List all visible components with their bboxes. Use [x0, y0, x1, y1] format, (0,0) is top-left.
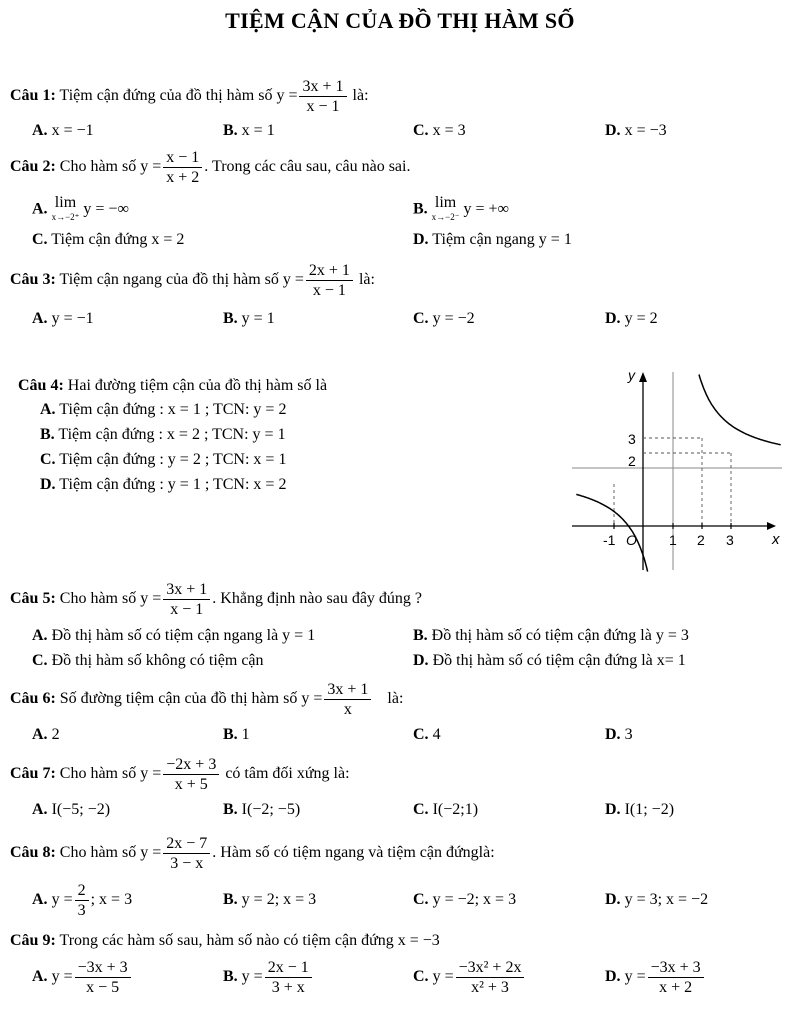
option-c[interactable]: C. y = $\frac{\text{−3x² + 2x}}{\text{x² + 3}}$	[413, 958, 526, 997]
question-4	[18, 377, 327, 395]
question-text: Tiệm cận đứng của đồ thị hàm số	[59, 87, 273, 105]
option-a[interactable]: A. 2	[32, 726, 60, 743]
question-text: Số đường tiệm cận của đồ thị hàm số	[59, 690, 298, 708]
question-6	[10, 680, 403, 719]
option-a[interactable]: A. lim x→−2⁺ y = −∞	[32, 194, 129, 222]
question-1	[10, 77, 369, 116]
question-label: Câu 5:	[10, 590, 56, 608]
fraction: $\frac{3x + 1}{x}$	[324, 680, 371, 719]
question-label: Câu 4:	[18, 377, 64, 394]
question-tail: là:	[352, 87, 369, 105]
question-text: Trong các hàm số sau, hàm số nào có tiệm cận đứng x = −3	[59, 932, 440, 949]
option-c[interactable]: C. 4	[413, 726, 441, 743]
question-8	[10, 834, 495, 873]
option-c[interactable]: C. I(−2;1)	[413, 801, 479, 818]
option-b[interactable]: B. y = 2; x = 3	[223, 891, 317, 908]
option-b[interactable]: B. Đồ thị hàm số có tiệm cận đứng là y = 3	[413, 627, 689, 644]
option-b[interactable]: B. y = 1	[223, 310, 275, 327]
option-a[interactable]: A. y = $\frac{-3x + 3}{x - 5}$	[32, 958, 133, 997]
tick-label: 3	[628, 431, 636, 447]
option-d[interactable]: D. I(1; −2)	[605, 801, 675, 818]
fraction: $\frac{2x - 7}{3 - x}$	[163, 834, 210, 873]
question-tail: . Trong các câu sau, câu nào sai.	[204, 158, 411, 176]
tick-label: 2	[628, 453, 636, 469]
question-label: Câu 6:	[10, 690, 56, 708]
option-d[interactable]: D. y = $\frac{-3x + 3}{x + 2}$	[605, 958, 706, 997]
question-text: Tiệm cận ngang của đồ thị hàm số	[59, 271, 279, 289]
option-d[interactable]: D. 3	[605, 726, 633, 743]
option-d[interactable]: D. x = −3	[605, 122, 667, 139]
question-tail: . Hàm số có tiệm ngang và tiệm cận đứnglà:	[212, 844, 495, 862]
y-axis-arrow	[639, 372, 647, 382]
option-a[interactable]: A. Đồ thị hàm số có tiệm cận ngang là y = 1	[32, 627, 316, 644]
option-a[interactable]: A. y = −1	[32, 310, 94, 327]
option-d[interactable]: D. y = 3; x = −2	[605, 891, 709, 908]
option-b[interactable]: B. lim x→−2⁻ y = +∞	[413, 194, 509, 222]
question-text: Cho hàm số	[59, 590, 137, 608]
option-d[interactable]: D. Đồ thị hàm số có tiệm cận đứng là x= 1	[413, 652, 686, 669]
question-tail: là:	[358, 271, 375, 289]
x-axis-arrow	[767, 522, 776, 530]
y-axis-label: y	[628, 367, 635, 383]
question-label: Câu 3:	[10, 271, 56, 289]
question-tail: là:	[387, 690, 404, 708]
option-c[interactable]: C. Tiệm cận đứng : y = 2 ; TCN: x = 1	[40, 451, 287, 468]
formula-y: y =	[140, 158, 162, 176]
tick-label: 2	[697, 532, 705, 548]
formula-y: y =	[301, 690, 323, 708]
option-a[interactable]: A. I(−5; −2)	[32, 801, 111, 818]
option-c[interactable]: C. x = 3	[413, 122, 466, 139]
option-c[interactable]: C. Đồ thị hàm số không có tiệm cận	[32, 652, 264, 669]
option-a[interactable]: A. y = $\frac{2}{3}$ ; x = 3	[32, 882, 133, 919]
option-d[interactable]: D. Tiệm cận đứng : y = 1 ; TCN: x = 2	[40, 476, 287, 493]
option-c[interactable]: C. Tiệm cận đứng x = 2	[32, 231, 185, 248]
question-7	[10, 755, 350, 794]
question-text: Cho hàm số	[59, 765, 137, 783]
question-tail: có tâm đối xứng là:	[225, 765, 350, 783]
question-3	[10, 261, 375, 300]
x-axis-label: x	[772, 531, 780, 548]
question-label: Câu 8:	[10, 844, 56, 862]
option-a[interactable]: A. Tiệm cận đứng : x = 1 ; TCN: y = 2	[40, 401, 287, 418]
question-text: Hai đường tiệm cận của đồ thị hàm số là	[67, 377, 328, 394]
option-c[interactable]: C. y = −2; x = 3	[413, 891, 517, 908]
option-b[interactable]: B. Tiệm cận đứng : x = 2 ; TCN: y = 1	[40, 426, 286, 443]
curve-right-branch	[699, 375, 781, 445]
formula-y: y =	[276, 87, 298, 105]
fraction: $\frac{3x + 1}{x - 1}$	[299, 77, 346, 116]
formula-y: y =	[140, 844, 162, 862]
fraction: $\frac{-2x + 3}{x + 5}$	[163, 755, 219, 794]
tick-label: 1	[669, 532, 677, 548]
option-b[interactable]: B. y = $\frac{2x - 1}{3 + x}$	[223, 958, 314, 997]
fraction: $\frac{x - 1}{x + 2}$	[163, 148, 202, 187]
option-d[interactable]: D. y = 2	[605, 310, 658, 327]
option-d[interactable]: D. Tiệm cận ngang y = 1	[413, 231, 572, 248]
formula-y: y =	[282, 271, 304, 289]
tick-label: 3	[726, 532, 734, 548]
formula-y: y =	[140, 765, 162, 783]
question-label: Câu 7:	[10, 765, 56, 783]
question-5	[10, 580, 422, 619]
question-tail: . Khẳng định nào sau đây đúng ?	[212, 590, 423, 608]
page-title: TIỆM CẬN CỦA ĐỒ THỊ HÀM SỐ	[225, 8, 575, 33]
question-label: Câu 1:	[10, 87, 56, 105]
question-2	[10, 148, 410, 187]
question-9	[10, 932, 440, 950]
fraction: $\frac{3x + 1}{x - 1}$	[163, 580, 210, 619]
option-b[interactable]: B. 1	[223, 726, 250, 743]
question-text: Cho hàm số	[59, 158, 137, 176]
option-b[interactable]: B. I(−2; −5)	[223, 801, 301, 818]
tick-label: -1	[603, 532, 616, 548]
question-label: Câu 2:	[10, 158, 56, 176]
option-b[interactable]: B. x = 1	[223, 122, 275, 139]
option-a[interactable]: A. x = −1	[32, 122, 94, 139]
function-graph	[565, 362, 790, 574]
question-text: Cho hàm số	[59, 844, 137, 862]
fraction: $\frac{2x + 1}{x - 1}$	[306, 261, 353, 300]
origin-label: O	[626, 532, 637, 548]
question-label: Câu 9:	[10, 932, 56, 949]
formula-y: y =	[140, 590, 162, 608]
option-c[interactable]: C. y = −2	[413, 310, 475, 327]
